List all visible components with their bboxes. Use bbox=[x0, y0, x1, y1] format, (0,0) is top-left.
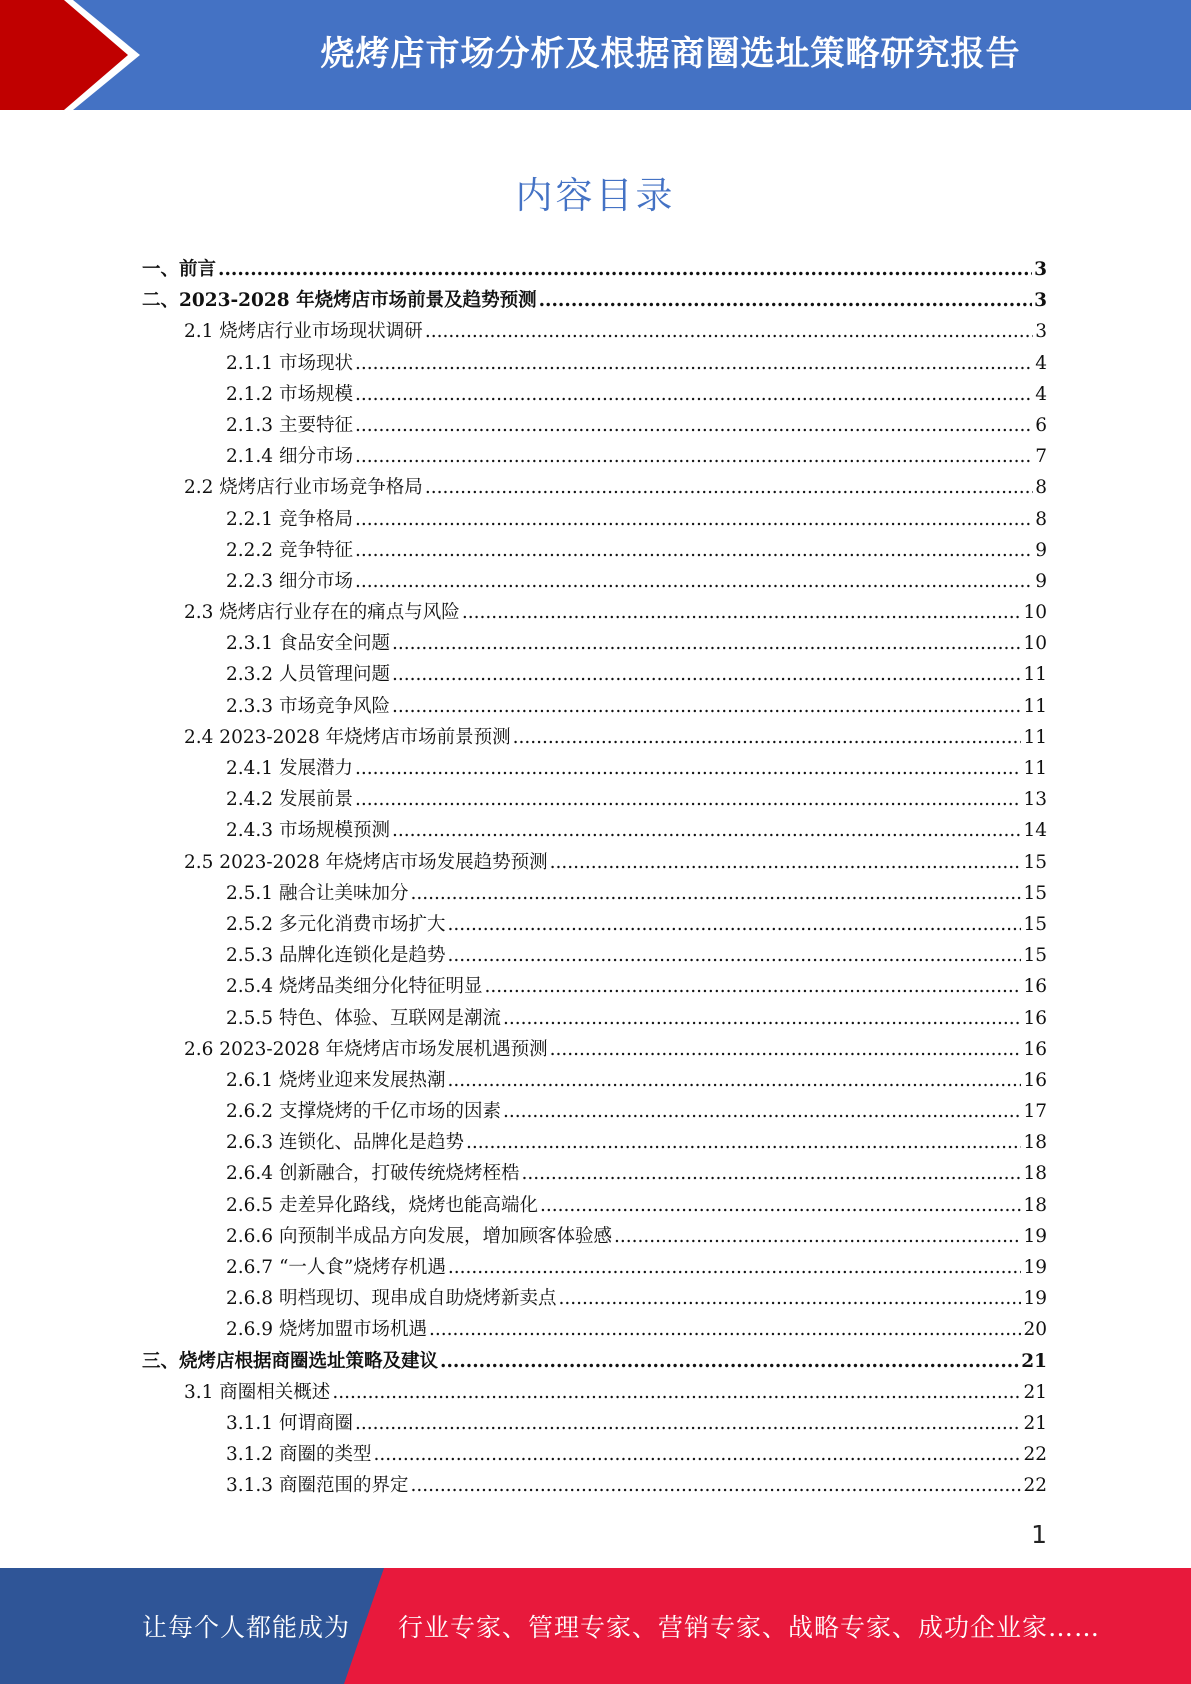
toc-entry-page: 8 bbox=[1035, 508, 1047, 530]
toc-entry-page: 3 bbox=[1035, 321, 1047, 343]
toc-dot-leader bbox=[614, 1221, 1021, 1252]
footer-slogan-right: 行业专家、管理专家、营销专家、战略专家、成功企业家…… bbox=[398, 1613, 1101, 1642]
toc-entry-label: 3.1.3 商圈范围的界定 bbox=[226, 1475, 409, 1497]
toc-entry[interactable] bbox=[142, 1221, 1047, 1252]
toc-entry-label: 2.6.6 向预制半成品方向发展，增加顾客体验感 bbox=[226, 1225, 612, 1247]
table-of-contents bbox=[142, 254, 1047, 1502]
toc-entry[interactable] bbox=[142, 659, 1047, 690]
toc-entry-label: 2.4 2023-2028 年烧烤店市场前景预测 bbox=[184, 726, 511, 748]
toc-entry-label: 2.1.4 细分市场 bbox=[226, 446, 353, 468]
toc-entry-page: 4 bbox=[1035, 352, 1047, 374]
toc-entry[interactable] bbox=[142, 1346, 1047, 1377]
toc-dot-leader bbox=[355, 379, 1033, 410]
toc-entry-label: 2.4.1 发展潜力 bbox=[226, 758, 353, 779]
toc-entry-page: 16 bbox=[1023, 1038, 1047, 1060]
toc-dot-leader bbox=[440, 1346, 1019, 1377]
toc-entry-label: 2.3.3 市场竞争风险 bbox=[226, 695, 390, 717]
toc-entry[interactable] bbox=[142, 1408, 1047, 1439]
toc-entry-page: 10 bbox=[1023, 602, 1047, 624]
toc-entry[interactable] bbox=[142, 722, 1047, 753]
toc-entry-label: 2.5.4 烧烤品类细分化特征明显 bbox=[226, 976, 483, 998]
toc-entry[interactable] bbox=[142, 815, 1047, 846]
toc-dot-leader bbox=[392, 815, 1021, 846]
toc-entry-page: 16 bbox=[1023, 976, 1047, 998]
toc-dot-leader bbox=[218, 254, 1032, 285]
toc-entry-label: 一、前言 bbox=[142, 259, 217, 280]
toc-dot-leader bbox=[355, 566, 1033, 597]
toc-entry-page: 19 bbox=[1023, 1225, 1047, 1247]
toc-dot-leader bbox=[448, 1252, 1022, 1283]
toc-entry-label: 2.6.3 连锁化、品牌化是趋势 bbox=[226, 1132, 464, 1154]
toc-entry-page: 18 bbox=[1023, 1132, 1047, 1154]
toc-dot-leader bbox=[521, 1158, 1021, 1189]
toc-entry[interactable] bbox=[142, 940, 1047, 971]
toc-entry-page: 6 bbox=[1035, 414, 1047, 436]
toc-entry-page: 16 bbox=[1023, 1007, 1047, 1029]
toc-dot-leader bbox=[466, 1127, 1021, 1158]
toc-entry-label: 2.6 2023-2028 年烧烤店市场发展机遇预测 bbox=[184, 1038, 548, 1060]
toc-entry[interactable] bbox=[142, 535, 1047, 566]
toc-dot-leader bbox=[425, 472, 1033, 503]
toc-entry-label: 2.6.9 烧烤加盟市场机遇 bbox=[226, 1319, 427, 1341]
toc-entry-label: 2.5.3 品牌化连锁化是趋势 bbox=[226, 945, 446, 967]
page-number: 1 bbox=[1031, 1520, 1047, 1549]
toc-entry-label: 2.2.1 竞争格局 bbox=[226, 508, 353, 530]
toc-entry-label: 2.4.3 市场规模预测 bbox=[226, 820, 390, 842]
toc-entry-page: 3 bbox=[1034, 290, 1047, 312]
toc-entry[interactable] bbox=[142, 316, 1047, 347]
toc-entry-label: 3.1.1 何谓商圈 bbox=[226, 1412, 353, 1434]
toc-dot-leader bbox=[392, 628, 1021, 659]
toc-entry-label: 2.6.1 烧烤业迎来发展热潮 bbox=[226, 1069, 446, 1091]
toc-entry-label: 3.1.2 商圈的类型 bbox=[226, 1444, 372, 1466]
toc-entry[interactable] bbox=[142, 1283, 1047, 1314]
toc-entry[interactable] bbox=[142, 1314, 1047, 1345]
toc-entry-page: 11 bbox=[1023, 664, 1047, 686]
footer-slogan-left: 让每个人都能成为 bbox=[142, 1613, 351, 1642]
toc-entry[interactable] bbox=[142, 597, 1047, 628]
toc-entry[interactable] bbox=[142, 753, 1047, 784]
toc-entry[interactable] bbox=[142, 878, 1047, 909]
toc-dot-leader bbox=[392, 659, 1021, 690]
toc-entry-page: 22 bbox=[1023, 1444, 1047, 1466]
toc-dot-leader bbox=[392, 691, 1021, 722]
toc-entry-label: 2.2 烧烤店行业市场竞争格局 bbox=[184, 477, 423, 499]
toc-dot-leader bbox=[540, 1190, 1021, 1221]
toc-entry[interactable] bbox=[142, 566, 1047, 597]
toc-entry[interactable] bbox=[142, 1034, 1047, 1065]
toc-dot-leader bbox=[355, 410, 1033, 441]
toc-entry[interactable] bbox=[142, 441, 1047, 472]
toc-dot-leader bbox=[355, 348, 1033, 379]
toc-entry-page: 9 bbox=[1035, 570, 1047, 592]
toc-entry-label: 2.6.2 支撑烧烤的千亿市场的因素 bbox=[226, 1101, 501, 1123]
toc-dot-leader bbox=[429, 1314, 1021, 1345]
toc-entry-page: 16 bbox=[1023, 1069, 1047, 1091]
toc-entry-label: 2.2.2 竞争特征 bbox=[226, 539, 353, 561]
toc-entry[interactable] bbox=[142, 1065, 1047, 1096]
toc-entry-label: 3.1 商圈相关概述 bbox=[184, 1381, 331, 1403]
toc-dot-leader bbox=[503, 1003, 1021, 1034]
toc-entry-label: 2.3.2 人员管理问题 bbox=[226, 664, 390, 686]
toc-entry-label: 2.2.3 细分市场 bbox=[226, 570, 353, 592]
toc-dot-leader bbox=[447, 940, 1021, 971]
toc-entry-page: 18 bbox=[1023, 1163, 1047, 1185]
toc-title: 内容目录 bbox=[515, 174, 676, 217]
toc-dot-leader bbox=[410, 878, 1021, 909]
toc-dot-leader bbox=[332, 1377, 1021, 1408]
toc-entry[interactable] bbox=[142, 909, 1047, 940]
toc-entry-page: 15 bbox=[1023, 882, 1047, 904]
toc-entry[interactable] bbox=[142, 1003, 1047, 1034]
toc-dot-leader bbox=[539, 285, 1033, 316]
toc-entry-page: 15 bbox=[1023, 945, 1047, 967]
toc-dot-leader bbox=[355, 441, 1033, 472]
toc-entry[interactable] bbox=[142, 410, 1047, 441]
toc-entry-label: 2.1.2 市场规模 bbox=[226, 383, 353, 405]
toc-dot-leader bbox=[550, 1034, 1022, 1065]
toc-entry-page: 20 bbox=[1023, 1319, 1047, 1341]
toc-dot-leader bbox=[425, 316, 1033, 347]
toc-entry-page: 9 bbox=[1035, 539, 1047, 561]
toc-entry[interactable] bbox=[142, 504, 1047, 535]
toc-dot-leader bbox=[373, 1439, 1021, 1470]
toc-dot-leader bbox=[484, 971, 1021, 1002]
toc-entry-label: 2.1.3 主要特征 bbox=[226, 414, 353, 436]
toc-entry-page: 21 bbox=[1023, 1381, 1047, 1403]
toc-entry-page: 22 bbox=[1023, 1475, 1047, 1497]
toc-entry[interactable] bbox=[142, 348, 1047, 379]
toc-dot-leader bbox=[550, 847, 1022, 878]
toc-entry-label: 2.6.5 走差异化路线，烧烤也能高端化 bbox=[226, 1194, 538, 1216]
toc-entry-page: 3 bbox=[1034, 259, 1047, 280]
toc-entry-label: 2.4.2 发展前景 bbox=[226, 789, 353, 811]
toc-entry-page: 8 bbox=[1035, 477, 1047, 499]
toc-entry[interactable] bbox=[142, 1096, 1047, 1127]
toc-entry[interactable] bbox=[142, 379, 1047, 410]
toc-dot-leader bbox=[355, 784, 1022, 815]
toc-entry-page: 18 bbox=[1023, 1194, 1047, 1216]
toc-dot-leader bbox=[355, 753, 1022, 784]
toc-entry-label: 2.3 烧烤店行业存在的痛点与风险 bbox=[184, 602, 460, 624]
toc-dot-leader bbox=[355, 1408, 1022, 1439]
toc-entry-page: 19 bbox=[1023, 1288, 1047, 1310]
toc-entry[interactable] bbox=[142, 691, 1047, 722]
toc-entry-page: 15 bbox=[1023, 913, 1047, 935]
toc-entry[interactable] bbox=[142, 1377, 1047, 1408]
toc-entry[interactable] bbox=[142, 285, 1047, 316]
toc-entry-label: 2.5.5 特色、体验、互联网是潮流 bbox=[226, 1007, 501, 1029]
toc-entry[interactable] bbox=[142, 1470, 1047, 1501]
toc-entry-label: 2.6.4 创新融合，打破传统烧烤桎梏 bbox=[226, 1163, 520, 1185]
toc-entry[interactable] bbox=[142, 1127, 1047, 1158]
toc-entry[interactable] bbox=[142, 1252, 1047, 1283]
toc-entry[interactable] bbox=[142, 628, 1047, 659]
toc-entry-page: 7 bbox=[1035, 446, 1047, 468]
toc-entry[interactable] bbox=[142, 847, 1047, 878]
header-band bbox=[0, 0, 1191, 110]
toc-entry-page: 11 bbox=[1023, 758, 1047, 779]
toc-dot-leader bbox=[447, 1065, 1021, 1096]
toc-entry-label: 三、烧烤店根据商圈选址策略及建议 bbox=[142, 1350, 439, 1372]
toc-entry-page: 11 bbox=[1023, 695, 1047, 717]
toc-entry[interactable] bbox=[142, 254, 1047, 285]
toc-dot-leader bbox=[513, 722, 1022, 753]
toc-entry-page: 14 bbox=[1023, 820, 1047, 842]
toc-entry-page: 15 bbox=[1023, 851, 1047, 873]
toc-entry-page: 21 bbox=[1023, 1412, 1047, 1434]
toc-entry-label: 2.1 烧烤店行业市场现状调研 bbox=[184, 321, 423, 343]
toc-entry-label: 2.6.8 明档现切、现串成自助烧烤新卖点 bbox=[226, 1288, 557, 1310]
toc-entry-page: 17 bbox=[1023, 1101, 1047, 1123]
toc-dot-leader bbox=[503, 1096, 1021, 1127]
toc-entry-page: 19 bbox=[1023, 1257, 1047, 1278]
toc-entry-label: 二、2023-2028 年烧烤店市场前景及趋势预测 bbox=[142, 290, 537, 312]
toc-entry-label: 2.3.1 食品安全问题 bbox=[226, 633, 390, 655]
toc-entry-page: 4 bbox=[1035, 383, 1047, 405]
toc-entry-label: 2.6.7 “一人食”烧烤存机遇 bbox=[226, 1257, 446, 1278]
toc-entry[interactable] bbox=[142, 472, 1047, 503]
toc-entry[interactable] bbox=[142, 1158, 1047, 1189]
toc-entry-page: 11 bbox=[1023, 726, 1047, 748]
toc-entry-label: 2.1.1 市场现状 bbox=[226, 352, 353, 374]
toc-dot-leader bbox=[462, 597, 1022, 628]
toc-dot-leader bbox=[355, 535, 1033, 566]
toc-entry-page: 21 bbox=[1021, 1350, 1047, 1372]
toc-entry-page: 10 bbox=[1023, 633, 1047, 655]
toc-dot-leader bbox=[355, 504, 1033, 535]
toc-entry[interactable] bbox=[142, 971, 1047, 1002]
toc-entry[interactable] bbox=[142, 1190, 1047, 1221]
toc-dot-leader bbox=[410, 1470, 1021, 1501]
toc-entry[interactable] bbox=[142, 1439, 1047, 1470]
report-title: 烧烤店市场分析及根据商圈选址策略研究报告 bbox=[320, 34, 1021, 74]
toc-entry[interactable] bbox=[142, 784, 1047, 815]
toc-entry-label: 2.5.2 多元化消费市场扩大 bbox=[226, 913, 446, 935]
toc-entry-page: 13 bbox=[1023, 789, 1047, 811]
toc-entry-label: 2.5.1 融合让美味加分 bbox=[226, 882, 409, 904]
toc-dot-leader bbox=[558, 1283, 1021, 1314]
footer-band bbox=[0, 1568, 1191, 1684]
toc-entry-label: 2.5 2023-2028 年烧烤店市场发展趋势预测 bbox=[184, 851, 548, 873]
toc-dot-leader bbox=[447, 909, 1021, 940]
